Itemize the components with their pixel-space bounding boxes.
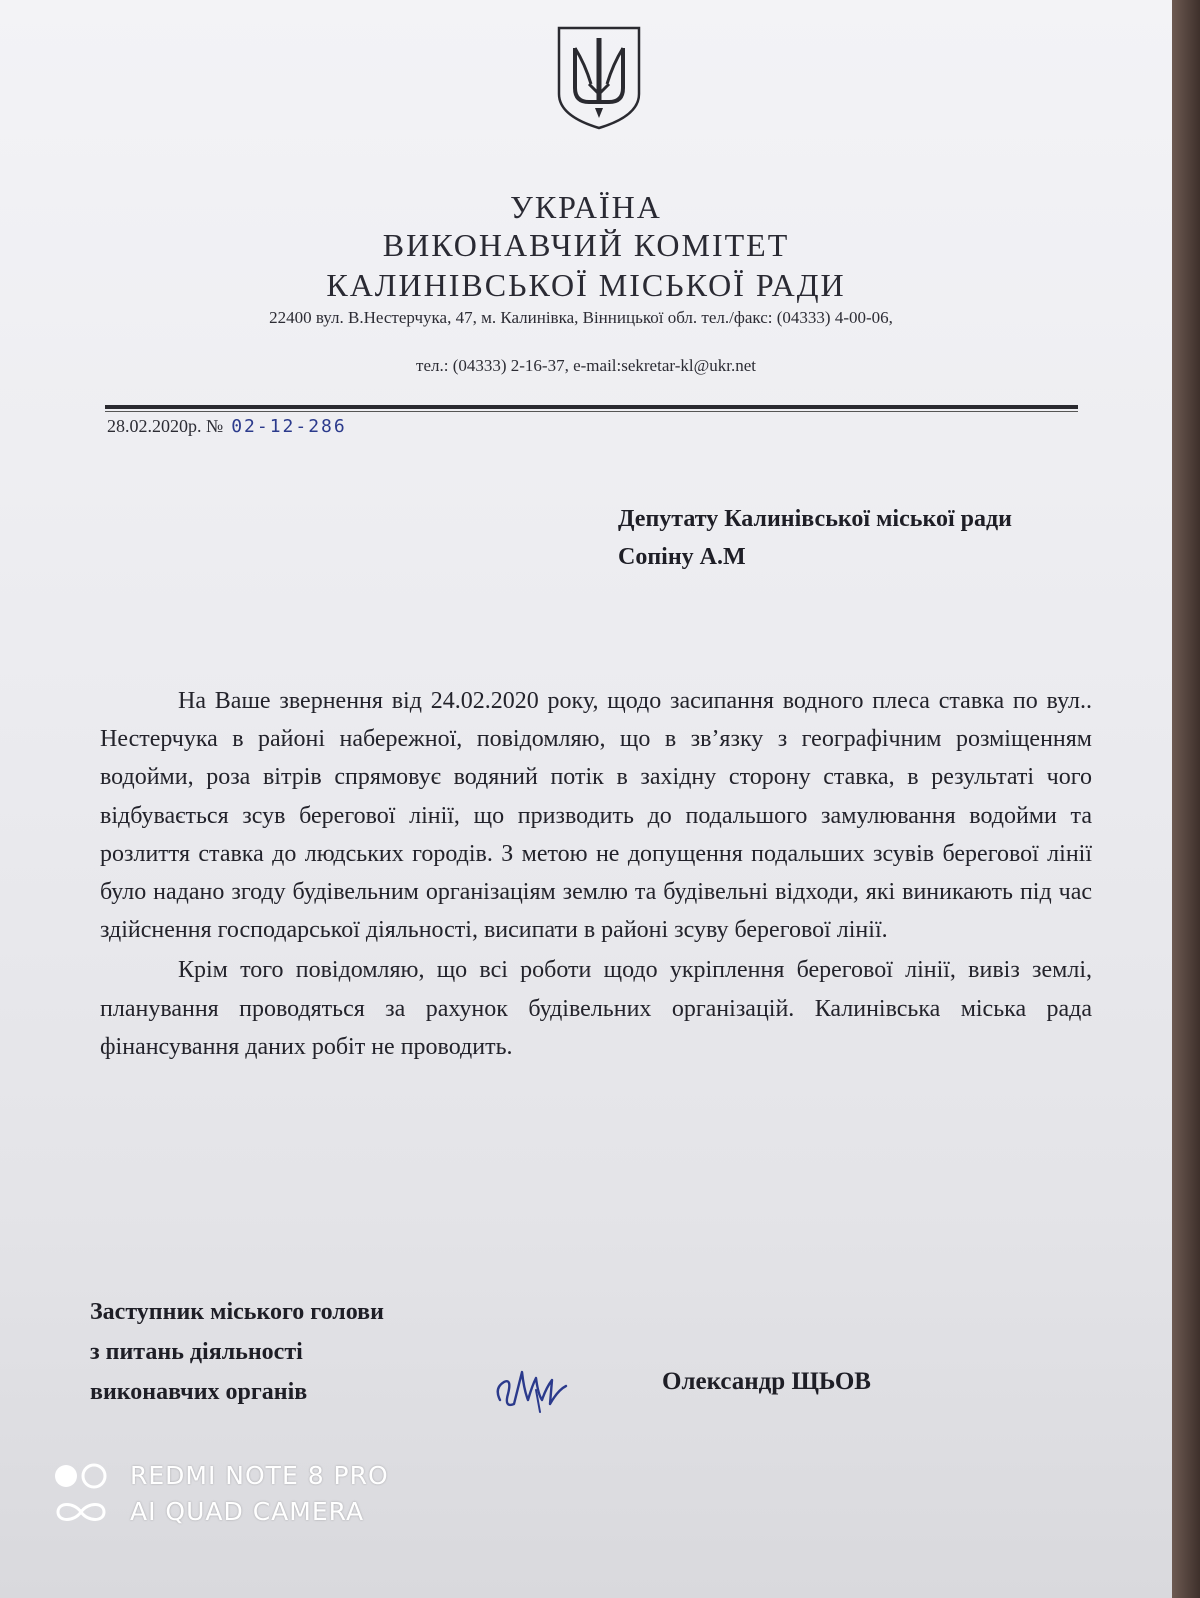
body-paragraph: Крім того повідомляю, що всі роботи щодо укріплення берегової лінії, вивіз землі, планування проводяться за рахунок будівельних організацій. Калинівська міська рада фінансування даних робіт не проводить. [100,957,1092,1060]
letter-body [100,682,1092,1066]
addressee-block [618,500,1012,576]
infinity-icon [52,1497,110,1527]
camera-watermark [52,1458,389,1530]
letterhead-council: КАЛИНІВСЬКОЇ МІСЬКОЇ РАДИ [326,267,846,303]
body-paragraph: На Ваше звернення від 24.02.2020 року, щодо засипання водного плеса ставка по вул.. Нестерчука в районі набережної, повідомляю, що в зв’язку з географічним розміщенням водойми, роза вітрів спрямовує водяний потік в західну сторону ставка, в результаті чого відбувається зсув берегової лінії, що призводить до подальшого замулювання водойми та розлиття ставка до людських городів. З метою не допущення подальших зсувів берегової лінії було надано згоду будівельним організаціям землю та будівельні відходи, які виникають під час здійснення господарської діяльності, висипати в районі зсуву берегової лінії. [100,688,1092,944]
trident-coat-of-arms-icon [555,24,643,132]
addressee-title: Депутату Калинівської міської ради [618,506,1012,532]
letterhead-address: 22400 вул. В.Нестерчука, 47, м. Калинівка, Вінницької обл. тел./факс: (04333) 4-00-06, [269,308,893,327]
handwritten-signature [492,1360,572,1416]
letterhead-country: УКРАЇНА [510,189,662,225]
table-surface [1172,0,1200,1598]
signer-position [90,1292,384,1412]
addressee-name: Сопіну А.М [618,544,746,570]
signer-position-line: Заступник міського голови [90,1299,384,1325]
letterhead-committee: ВИКОНАВЧИЙ КОМІТЕТ [382,227,790,263]
letterhead-contacts: тел.: (04333) 2-16-37, e-mail:sekretar-kl@ukr.net [416,356,756,375]
reference-date: 28.02.2020р. № [107,416,224,436]
dual-circle-icon [52,1461,110,1491]
reference-number: 02-12-286 [231,416,347,437]
watermark-model: REDMI NOTE 8 PRO [130,1461,389,1490]
watermark-camera: AI QUAD CAMERA [130,1497,365,1526]
letterhead-divider [105,405,1078,409]
signer-position-line: виконавчих органів [90,1379,308,1405]
letterhead-divider-thin [105,411,1078,412]
reference-line [107,416,347,437]
signer-name: Олександр ЩЬОВ [662,1368,871,1395]
signer-position-line: з питань діяльності [90,1339,303,1365]
